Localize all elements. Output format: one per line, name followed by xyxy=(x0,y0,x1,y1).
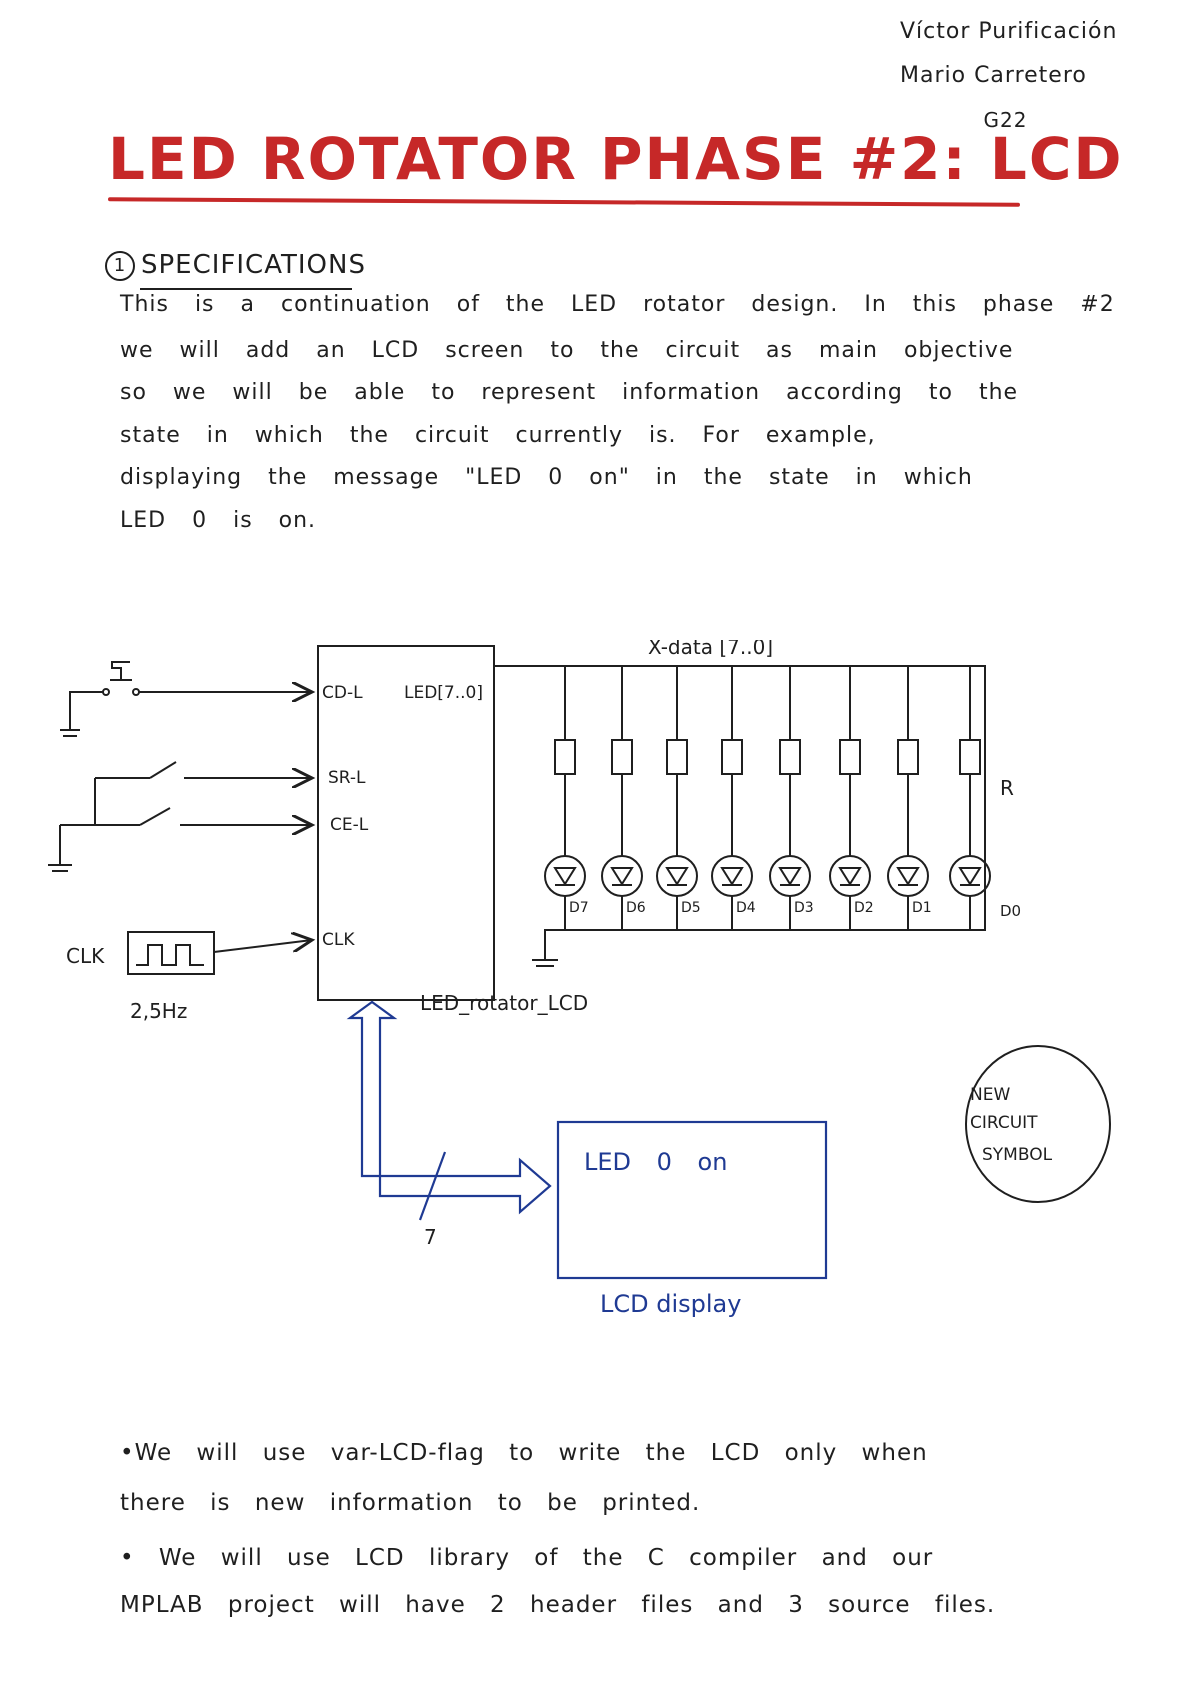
bus-label: X-data [7..0] xyxy=(648,640,774,659)
author-1: Víctor Purificación xyxy=(900,19,1118,44)
port-ce-l: CE-L xyxy=(330,815,369,835)
authors-block xyxy=(900,10,1117,142)
led-label-d0: D0 xyxy=(1000,902,1022,920)
led-label: D4 xyxy=(736,900,756,916)
lcd-bus-arrow xyxy=(350,1002,550,1220)
lcd-text-group xyxy=(584,1148,741,1318)
resistor xyxy=(960,740,980,774)
diode-icon xyxy=(960,868,980,885)
diode-icon xyxy=(612,868,632,885)
lcd-label: LCD display xyxy=(600,1290,742,1318)
section-number: 1 xyxy=(105,251,135,281)
spec-line: displaying the message "LED 0 on" in the state in which xyxy=(120,465,973,490)
led-label: D1 xyxy=(912,900,932,916)
led-label: D7 xyxy=(569,900,589,916)
lcd-display xyxy=(558,1122,826,1278)
ground-icon xyxy=(532,960,558,966)
port-sr-l: SR-L xyxy=(328,768,366,788)
led-diode xyxy=(545,856,585,896)
spec-line: so we will be able to represent information according to the xyxy=(120,380,1019,405)
new-symbol-note xyxy=(970,1085,1053,1165)
diode-icon xyxy=(898,868,918,885)
section-underline xyxy=(140,288,352,290)
note-line: there is new information to be printed. xyxy=(120,1490,701,1516)
resistor-label: R xyxy=(1000,776,1014,800)
diode-icon xyxy=(555,868,575,885)
clk-wire xyxy=(214,940,312,952)
led-labels xyxy=(569,900,932,916)
resistor xyxy=(780,740,800,774)
section-heading xyxy=(105,250,366,281)
resistor xyxy=(555,740,575,774)
ce-switch-lever xyxy=(140,808,170,825)
led-label: D6 xyxy=(626,900,646,916)
diode-icon xyxy=(840,868,860,885)
clock-source xyxy=(128,932,214,974)
port-led-output: LED[7..0] xyxy=(404,683,484,703)
resistor xyxy=(722,740,742,774)
led-columns xyxy=(545,666,990,930)
author-2: Mario Carretero xyxy=(900,63,1087,88)
push-button-icon xyxy=(110,662,132,680)
port-cd-l: CD-L xyxy=(322,683,363,703)
switch-contact xyxy=(133,689,139,695)
resistor xyxy=(840,740,860,774)
resistor xyxy=(612,740,632,774)
led-diode xyxy=(770,856,810,896)
note-line: • We will use LCD library of the C compiler and our xyxy=(120,1545,934,1571)
clock-frequency: 2,5Hz xyxy=(130,999,188,1023)
note-line: MPLAB project will have 2 header files and 3 source files. xyxy=(120,1592,996,1618)
block-name: LED_rotator_LCD xyxy=(420,991,589,1015)
bus-width: 7 xyxy=(424,1225,437,1249)
note-line: •We will use var-LCD-flag to write the LCD only when xyxy=(120,1440,928,1466)
diode-icon xyxy=(780,868,800,885)
page-title: LED ROTATOR PHASE #2: LCD xyxy=(108,125,1124,193)
led-diode xyxy=(830,856,870,896)
spec-line: This is a continuation of the LED rotator design. In this phase #2 xyxy=(120,292,1115,317)
resistor xyxy=(898,740,918,774)
spec-line: we will add an LCD screen to the circuit as main objective xyxy=(120,338,1014,363)
circuit-diagram xyxy=(0,640,1200,1420)
group-label: G22 xyxy=(983,108,1028,132)
switch-contact xyxy=(103,689,109,695)
diode-icon xyxy=(722,868,742,885)
lcd-screen-text: LED 0 on xyxy=(584,1148,728,1176)
sr-switch-lever xyxy=(150,762,176,778)
diode-icon xyxy=(667,868,687,885)
spec-line: state in which the circuit currently is. For example, xyxy=(120,423,876,448)
section-title: SPECIFICATIONS xyxy=(141,250,366,280)
spec-line: LED 0 is on. xyxy=(120,508,317,533)
title-underline xyxy=(108,197,1020,207)
resistor xyxy=(667,740,687,774)
led-label: D3 xyxy=(794,900,814,916)
note-line: NEW xyxy=(970,1085,1011,1105)
note-line: CIRCUIT xyxy=(970,1113,1038,1133)
led-label: D2 xyxy=(854,900,874,916)
led-label: D5 xyxy=(681,900,701,916)
note-line: SYMBOL xyxy=(982,1145,1053,1165)
ground-icon xyxy=(60,730,80,736)
clock-label: CLK xyxy=(66,944,105,968)
cd-wire-ground xyxy=(70,692,104,730)
led-diode xyxy=(888,856,928,896)
ground-icon xyxy=(48,865,72,871)
clock-waveform-icon xyxy=(136,945,204,965)
bus-width-slash xyxy=(420,1152,445,1220)
led-diode xyxy=(602,856,642,896)
port-clk: CLK xyxy=(322,930,355,950)
led-diode xyxy=(712,856,752,896)
diagram-labels xyxy=(66,640,1021,1249)
led-diode xyxy=(657,856,697,896)
